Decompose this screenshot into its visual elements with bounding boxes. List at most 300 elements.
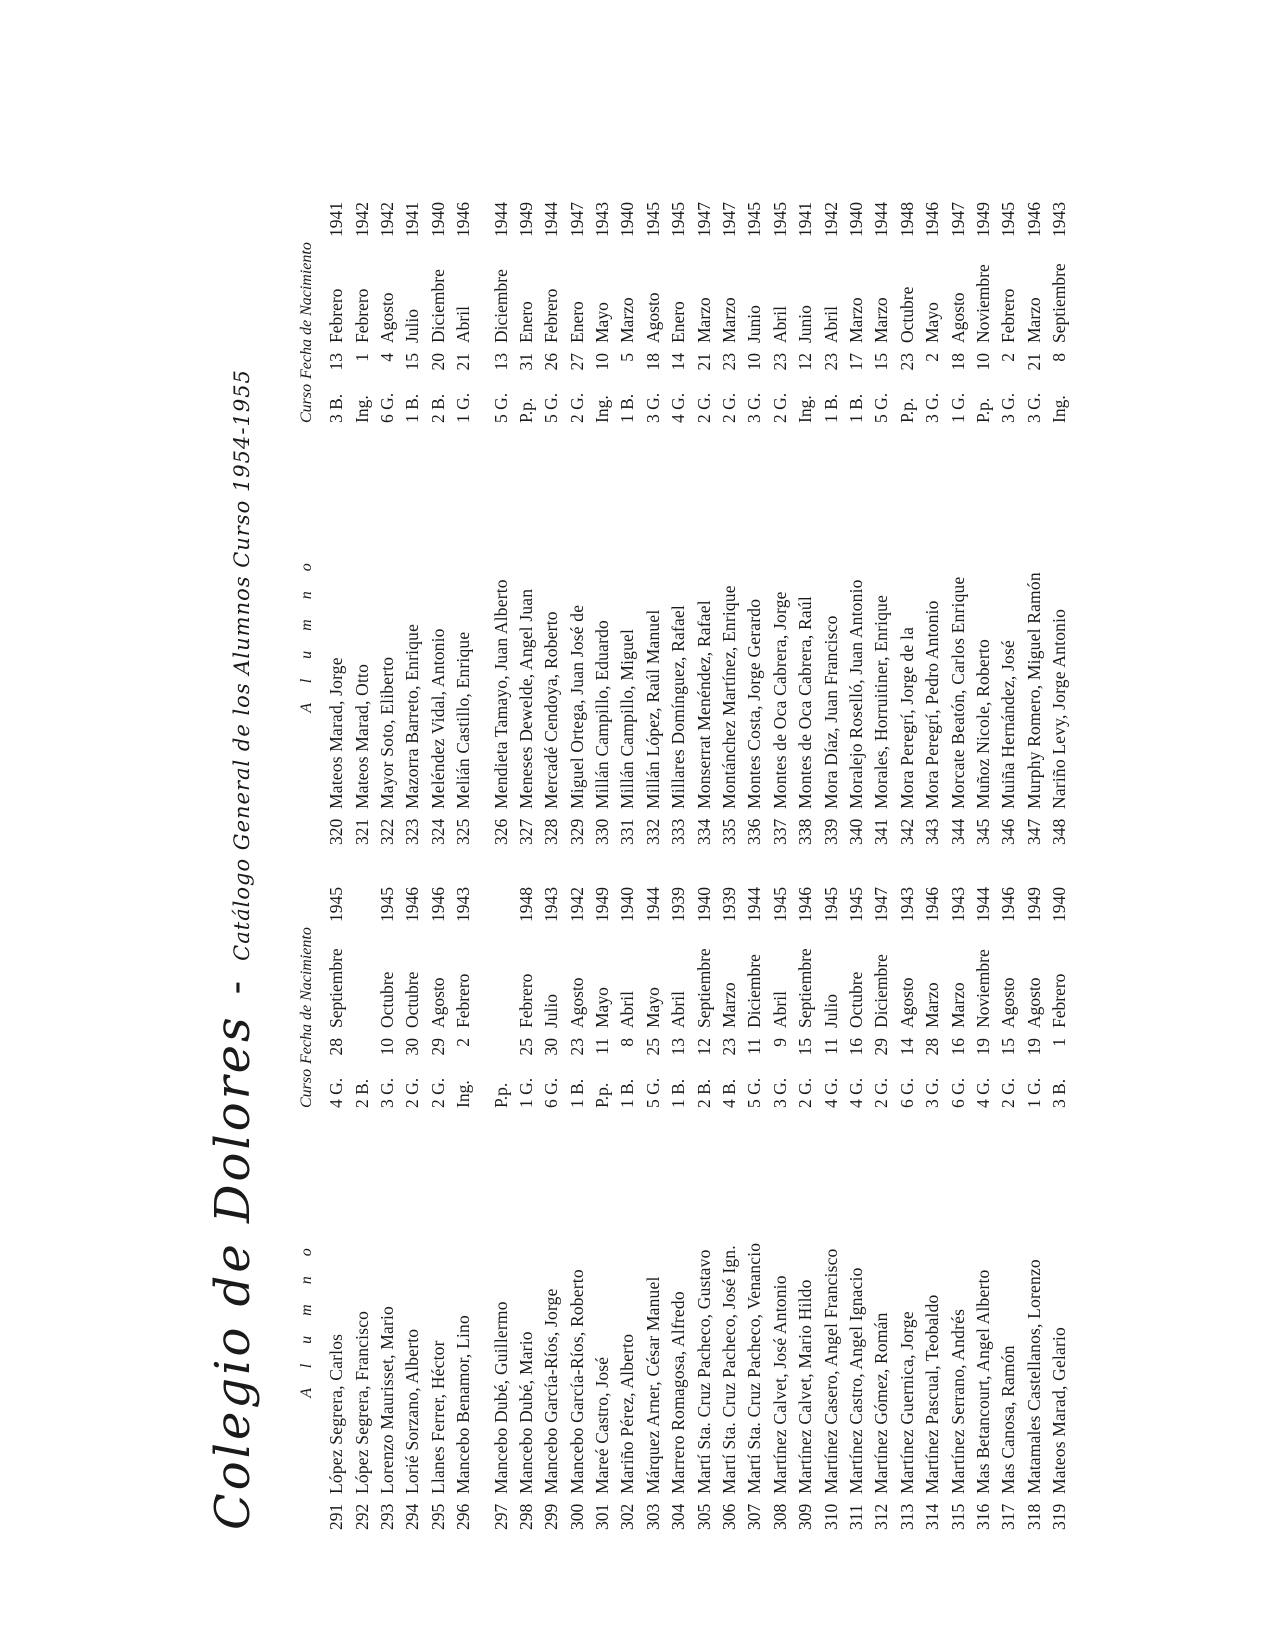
header-curso: Curso xyxy=(298,1068,315,1108)
student-curso: Ing. xyxy=(1049,395,1070,423)
birth-year: 1945 xyxy=(668,202,689,237)
student-name: Morales, Horruitiner, Enrique xyxy=(871,594,892,809)
birth-day: 13 xyxy=(490,353,511,371)
birth-day: 16 xyxy=(846,1038,866,1056)
table-row xyxy=(869,193,894,845)
birth-month: Abril xyxy=(820,306,841,343)
birth-year: 1943 xyxy=(1049,202,1070,237)
table-row xyxy=(844,193,869,845)
student-name: Martínez Casero, Angel Francisco xyxy=(820,1248,841,1494)
student-number: 325 xyxy=(453,818,474,845)
header-alumno: A l u m n o xyxy=(298,555,315,713)
birth-month: Septiembre xyxy=(693,948,714,1028)
birth-day: 15 xyxy=(795,1038,816,1056)
birth-day: 31 xyxy=(515,353,536,371)
birth-month: Marzo xyxy=(719,982,740,1028)
birth-month: Marzo xyxy=(871,297,892,343)
table-row xyxy=(488,193,513,845)
birth-day: 2 xyxy=(453,1038,474,1047)
birth-year: 1940 xyxy=(617,202,638,237)
student-curso: P.p. xyxy=(896,397,917,423)
student-curso: 5 G. xyxy=(642,1077,663,1108)
student-curso: P.p. xyxy=(972,397,993,423)
birth-year: 1944 xyxy=(972,887,993,922)
student-number: 314 xyxy=(922,1503,943,1530)
birth-month: Octubre xyxy=(896,286,917,343)
birth-month: Diciembre xyxy=(427,269,448,343)
student-curso: 1 B. xyxy=(617,393,638,423)
student-number: 344 xyxy=(947,818,968,845)
student-number: 337 xyxy=(769,818,790,845)
table-row xyxy=(641,193,666,845)
birth-day: 23 xyxy=(896,353,917,371)
birth-day: 8 xyxy=(617,1038,638,1047)
table-row xyxy=(996,878,1021,1530)
table-row xyxy=(590,193,615,845)
student-name: Millán Campillo, Eduardo xyxy=(592,619,613,809)
student-name: Marrero Romagosa, Alfredo xyxy=(668,1291,689,1494)
student-name: Mancebo Benamor, Lino xyxy=(453,1315,474,1494)
student-number: 293 xyxy=(376,1503,397,1530)
table-row xyxy=(615,878,640,1530)
student-number: 342 xyxy=(896,818,917,845)
student-number: 341 xyxy=(871,818,892,845)
student-number: 313 xyxy=(896,1503,917,1530)
student-name: Mora Peregrí, Jorge de la xyxy=(896,626,917,809)
left-rows xyxy=(324,878,1072,1530)
student-curso: 3 G. xyxy=(744,392,765,423)
student-name: Martínez Calvet, José Antonio xyxy=(769,1275,790,1494)
student-name: Millán Campillo, Miguel xyxy=(617,628,638,809)
student-curso: 2 G. xyxy=(871,1077,892,1108)
birth-year: 1947 xyxy=(947,202,968,237)
birth-year: 1941 xyxy=(795,202,816,237)
birth-year: 1944 xyxy=(871,202,892,237)
birth-month: Abril xyxy=(453,306,474,343)
table-row xyxy=(717,878,742,1530)
student-curso: 1 G. xyxy=(515,1077,536,1108)
student-number: 305 xyxy=(693,1503,714,1530)
birth-day: 25 xyxy=(642,1038,663,1056)
birth-year: 1939 xyxy=(719,887,740,922)
birth-day: 23 xyxy=(719,1038,740,1056)
student-name: Mercadé Cendoya, Roberto xyxy=(541,611,562,809)
student-name: Montánchez Martínez, Enrique xyxy=(719,585,740,809)
student-curso: 4 G. xyxy=(972,1077,993,1108)
student-name: Mas Betancourt, Angel Alberto xyxy=(972,1269,993,1494)
birth-year: 1942 xyxy=(351,202,372,237)
birth-year: 1940 xyxy=(427,202,448,237)
table-row xyxy=(717,193,742,845)
birth-month: Marzo xyxy=(846,297,866,343)
table-row xyxy=(666,193,691,845)
birth-year: 1945 xyxy=(846,887,866,922)
header-fecha: Fecha de Nacimiento xyxy=(298,927,315,1064)
birth-month: Diciembre xyxy=(744,954,765,1028)
student-name: Murphy Romero, Miguel Ramón xyxy=(1023,572,1044,809)
birth-day: 2 xyxy=(922,353,943,362)
student-name: Mancebo García-Ríos, Roberto xyxy=(566,1269,587,1494)
student-curso: 2 B. xyxy=(351,1078,372,1108)
birth-month: Febrero xyxy=(326,288,347,343)
table-row xyxy=(375,193,400,845)
student-number: 302 xyxy=(617,1503,638,1530)
table-row xyxy=(514,193,539,845)
student-curso: 4 G. xyxy=(820,1077,841,1108)
birth-day: 2 xyxy=(998,353,1019,362)
table-row xyxy=(920,193,945,845)
birth-year: 1944 xyxy=(744,887,765,922)
right-rows xyxy=(324,193,1072,845)
student-number: 336 xyxy=(744,818,765,845)
student-name: Millares Domínguez, Rafael xyxy=(668,605,689,809)
student-number: 307 xyxy=(744,1503,765,1530)
birth-day: 19 xyxy=(1023,1038,1044,1056)
table-row xyxy=(349,193,374,845)
birth-year: 1940 xyxy=(617,887,638,922)
student-curso: 2 G. xyxy=(693,392,714,423)
birth-day: 9 xyxy=(769,1038,790,1047)
student-curso: 1 B. xyxy=(617,1078,638,1108)
birth-day: 15 xyxy=(871,353,892,371)
student-name: Miguel Ortega, Juan José de xyxy=(566,604,587,809)
birth-day: 10 xyxy=(592,353,613,371)
birth-year: 1942 xyxy=(376,202,397,237)
student-name: Montes Costa, Jorge Gerardo xyxy=(744,598,765,809)
student-number: 343 xyxy=(922,818,943,845)
birth-day: 11 xyxy=(592,1038,613,1055)
table-row xyxy=(426,878,451,1530)
birth-day: 20 xyxy=(427,353,448,371)
birth-month: Junio xyxy=(744,305,765,343)
student-number: 332 xyxy=(642,818,663,845)
table-row xyxy=(742,878,767,1530)
birth-year: 1945 xyxy=(998,202,1019,237)
birth-year: 1948 xyxy=(515,887,536,922)
birth-month: Marzo xyxy=(922,982,943,1028)
birth-month: Enero xyxy=(668,301,689,343)
student-curso: P.p. xyxy=(592,1082,613,1108)
birth-day: 23 xyxy=(566,1038,587,1056)
birth-day: 11 xyxy=(744,1038,765,1055)
birth-day: 23 xyxy=(820,353,841,371)
student-name: Márquez Arner, César Manuel xyxy=(642,1276,663,1494)
student-curso: 1 B. xyxy=(402,393,423,423)
birth-day: 30 xyxy=(402,1038,423,1056)
student-name: Martínez Pascual, Teobaldo xyxy=(922,1294,943,1494)
student-name: Martínez Serrano, Andrés xyxy=(947,1308,968,1494)
table-row xyxy=(426,193,451,845)
student-number: 297 xyxy=(490,1503,511,1530)
student-curso: 3 G. xyxy=(769,1077,790,1108)
student-curso: 2 G. xyxy=(427,1077,448,1108)
left-student-table xyxy=(290,878,1072,1530)
birth-year: 1946 xyxy=(427,887,448,922)
table-row xyxy=(1022,193,1047,845)
birth-month: Mayo xyxy=(922,302,943,343)
student-curso: 4 G. xyxy=(668,392,689,423)
student-number: 304 xyxy=(668,1503,689,1530)
student-number: 328 xyxy=(541,818,562,845)
birth-month: Diciembre xyxy=(490,269,511,343)
birth-year: 1947 xyxy=(693,202,714,237)
birth-year: 1945 xyxy=(769,202,790,237)
student-number: 308 xyxy=(769,1503,790,1530)
student-number: 323 xyxy=(402,818,423,845)
birth-month: Marzo xyxy=(693,297,714,343)
birth-month: Febrero xyxy=(515,973,536,1028)
table-row xyxy=(1047,878,1072,1530)
student-number: 347 xyxy=(1023,818,1044,845)
table-row xyxy=(375,878,400,1530)
birth-year: 1944 xyxy=(490,202,511,237)
student-number: 315 xyxy=(947,1503,968,1530)
student-curso: 2 G. xyxy=(998,1077,1019,1108)
student-name: Montes de Oca Cabrera, Jorge xyxy=(769,591,790,809)
birth-month: Febrero xyxy=(351,288,372,343)
birth-month: Agosto xyxy=(642,292,663,343)
student-number: 334 xyxy=(693,818,714,845)
birth-month: Abril xyxy=(668,991,689,1028)
student-name: Martínez Calvet, Mario Hildo xyxy=(795,1279,816,1494)
birth-day: 17 xyxy=(846,353,866,371)
birth-month: Enero xyxy=(515,301,536,343)
birth-year: 1943 xyxy=(896,887,917,922)
student-name: Melián Castillo, Enrique xyxy=(453,631,474,809)
student-curso: 5 G. xyxy=(871,392,892,423)
student-number: 311 xyxy=(846,1504,866,1530)
birth-month: Agosto xyxy=(896,977,917,1028)
student-curso: Ing. xyxy=(795,395,816,423)
student-curso: 6 G. xyxy=(541,1077,562,1108)
birth-month: Octubre xyxy=(402,971,423,1028)
birth-year: 1940 xyxy=(1049,887,1070,922)
student-curso: P.p. xyxy=(515,397,536,423)
table-row xyxy=(666,878,691,1530)
table-row xyxy=(565,193,590,845)
birth-day: 21 xyxy=(1023,353,1044,371)
student-curso: Ing. xyxy=(592,395,613,423)
page-subtitle: Catálogo General de los Alumnos Curso 1954-1955 xyxy=(230,369,254,961)
student-curso: 2 G. xyxy=(795,1077,816,1108)
birth-day: 10 xyxy=(744,353,765,371)
table-row xyxy=(971,193,996,845)
student-name: Lorenzo Maurisset, Mario xyxy=(376,1305,397,1494)
student-name: López Segrera, Francisco xyxy=(351,1310,372,1494)
student-curso: 5 G. xyxy=(744,1077,765,1108)
birth-year: 1940 xyxy=(846,202,866,237)
student-number: 296 xyxy=(453,1503,474,1530)
table-row xyxy=(920,878,945,1530)
birth-month: Febrero xyxy=(998,288,1019,343)
birth-month: Agosto xyxy=(427,977,448,1028)
table-row xyxy=(349,878,374,1530)
student-curso: 4 B. xyxy=(719,1078,740,1108)
birth-day: 18 xyxy=(947,353,968,371)
birth-month: Agosto xyxy=(947,292,968,343)
table-row xyxy=(565,878,590,1530)
student-curso: 5 G. xyxy=(490,392,511,423)
student-name: Martí Sta. Cruz Pacheco, José Ign. xyxy=(719,1245,740,1494)
birth-year: 1943 xyxy=(947,887,968,922)
birth-month: Noviembre xyxy=(972,264,993,343)
student-curso: 5 G. xyxy=(541,392,562,423)
student-name: Meléndez Vidal, Antonio xyxy=(427,628,448,809)
student-name: Montes de Oca Cabrera, Raúl xyxy=(795,596,816,809)
table-row xyxy=(895,193,920,845)
birth-day: 10 xyxy=(376,1038,397,1056)
birth-day: 8 xyxy=(1049,353,1070,362)
student-number: 346 xyxy=(998,818,1019,845)
student-curso: Ing. xyxy=(453,1080,474,1108)
student-curso: 3 G. xyxy=(922,392,943,423)
student-curso: 2 G. xyxy=(402,1077,423,1108)
birth-month: Septiembre xyxy=(795,948,816,1028)
birth-month: Febrero xyxy=(1049,973,1070,1028)
birth-day: 26 xyxy=(541,353,562,371)
birth-month: Octubre xyxy=(846,971,866,1028)
table-row xyxy=(514,878,539,1530)
birth-day: 15 xyxy=(998,1038,1019,1056)
birth-month: Marzo xyxy=(617,297,638,343)
student-curso: 1 G. xyxy=(1023,1077,1044,1108)
birth-month: Enero xyxy=(566,301,587,343)
birth-day: 4 xyxy=(376,353,397,362)
student-name: Mareé Castro, José xyxy=(592,1356,613,1494)
table-row xyxy=(895,878,920,1530)
birth-day: 27 xyxy=(566,353,587,371)
student-name: Martí Sta. Cruz Pacheco, Gustavo xyxy=(693,1249,714,1494)
student-curso: P.p. xyxy=(490,1082,511,1108)
birth-month: Marzo xyxy=(947,982,968,1028)
student-number: 339 xyxy=(820,818,841,845)
student-number: 320 xyxy=(326,818,347,845)
header-alumno: A l u m n o xyxy=(298,1240,315,1398)
student-name: Mariño Pérez, Alberto xyxy=(617,1333,638,1494)
student-curso: 1 B. xyxy=(820,393,841,423)
student-curso: 3 G. xyxy=(376,1077,397,1108)
student-number: 295 xyxy=(427,1503,448,1530)
birth-month: Diciembre xyxy=(871,954,892,1028)
student-curso: 1 B. xyxy=(566,1078,587,1108)
student-name: Martí Sta. Cruz Pacheco, Venancio xyxy=(744,1242,765,1494)
birth-year: 1948 xyxy=(896,202,917,237)
table-row xyxy=(844,878,869,1530)
birth-month: Febrero xyxy=(453,973,474,1028)
student-name: Martínez Guernica, Jorge xyxy=(896,1311,917,1494)
birth-day: 29 xyxy=(427,1038,448,1056)
birth-day: 21 xyxy=(453,353,474,371)
birth-month: Mayo xyxy=(592,302,613,343)
student-curso: 3 B. xyxy=(326,393,347,423)
table-row xyxy=(768,193,793,845)
student-name: Mazorra Barreto, Enrique xyxy=(402,623,423,809)
student-curso: 2 G. xyxy=(719,392,740,423)
birth-month: Agosto xyxy=(566,977,587,1028)
birth-month: Mayo xyxy=(592,987,613,1028)
student-curso: 4 G. xyxy=(326,1077,347,1108)
table-row xyxy=(451,878,476,1530)
birth-day: 25 xyxy=(515,1038,536,1056)
birth-month: Noviembre xyxy=(972,949,993,1028)
birth-day: 5 xyxy=(617,353,638,362)
student-name: Morcate Beatón, Carlos Enrique xyxy=(947,576,968,809)
table-row xyxy=(691,878,716,1530)
student-curso: 3 B. xyxy=(1049,1078,1070,1108)
student-curso: 6 G. xyxy=(947,1077,968,1108)
student-curso: 2 G. xyxy=(566,392,587,423)
birth-month: Abril xyxy=(617,991,638,1028)
birth-day: 19 xyxy=(972,1038,993,1056)
student-curso: 1 B. xyxy=(668,1078,689,1108)
birth-year: 1943 xyxy=(453,887,474,922)
table-row xyxy=(615,193,640,845)
birth-day: 10 xyxy=(972,353,993,371)
birth-year: 1949 xyxy=(1023,887,1044,922)
birth-day: 1 xyxy=(1049,1038,1070,1047)
student-number: 329 xyxy=(566,818,587,845)
title-separator: - xyxy=(213,980,259,995)
student-number: 335 xyxy=(719,818,740,845)
birth-year: 1947 xyxy=(719,202,740,237)
birth-month: Julio xyxy=(541,993,562,1028)
student-name: Mateos Marad, Jorge xyxy=(326,657,347,809)
birth-year: 1942 xyxy=(566,887,587,922)
birth-year: 1942 xyxy=(820,202,841,237)
header-fecha: Fecha de Nacimiento xyxy=(298,242,315,379)
student-number: 299 xyxy=(541,1503,562,1530)
birth-day: 12 xyxy=(795,353,816,371)
student-curso: 3 G. xyxy=(922,1077,943,1108)
birth-year: 1949 xyxy=(972,202,993,237)
birth-year: 1939 xyxy=(668,887,689,922)
student-name: Moralejo Roselló, Juan Antonio xyxy=(846,579,866,809)
student-name: Mancebo Dubé, Guillermo xyxy=(490,1301,511,1494)
birth-day: 29 xyxy=(871,1038,892,1056)
student-curso: 2 G. xyxy=(769,392,790,423)
student-number: 327 xyxy=(515,818,536,845)
student-curso: 1 G. xyxy=(947,392,968,423)
table-row xyxy=(818,878,843,1530)
table-row xyxy=(945,193,970,845)
birth-month: Marzo xyxy=(719,297,740,343)
birth-month: Octubre xyxy=(376,971,397,1028)
student-number: 330 xyxy=(592,818,613,845)
student-number: 316 xyxy=(972,1503,993,1530)
student-name: Llanes Ferrer, Héctor xyxy=(427,1340,448,1494)
birth-day: 23 xyxy=(719,353,740,371)
student-number: 309 xyxy=(795,1503,816,1530)
birth-year: 1949 xyxy=(592,887,613,922)
student-name: López Segrera, Carlos xyxy=(326,1333,347,1494)
student-name: Mora Díaz, Juan Francisco xyxy=(820,615,841,809)
birth-month: Septiembre xyxy=(326,948,347,1028)
student-name: Matamales Castellanos, Lorenzo xyxy=(1023,1259,1044,1494)
student-number: 303 xyxy=(642,1503,663,1530)
birth-month: Abril xyxy=(769,991,790,1028)
student-number: 294 xyxy=(402,1503,423,1530)
birth-year: 1945 xyxy=(820,887,841,922)
birth-day: 28 xyxy=(922,1038,943,1056)
birth-year: 1945 xyxy=(326,887,347,922)
table-header xyxy=(290,878,324,1530)
student-curso: 3 G. xyxy=(1023,392,1044,423)
birth-month: Junio xyxy=(795,305,816,343)
page-title: Colegio de Dolores xyxy=(205,1014,261,1530)
table-row xyxy=(451,193,476,845)
birth-day: 15 xyxy=(402,353,423,371)
table-row xyxy=(971,878,996,1530)
